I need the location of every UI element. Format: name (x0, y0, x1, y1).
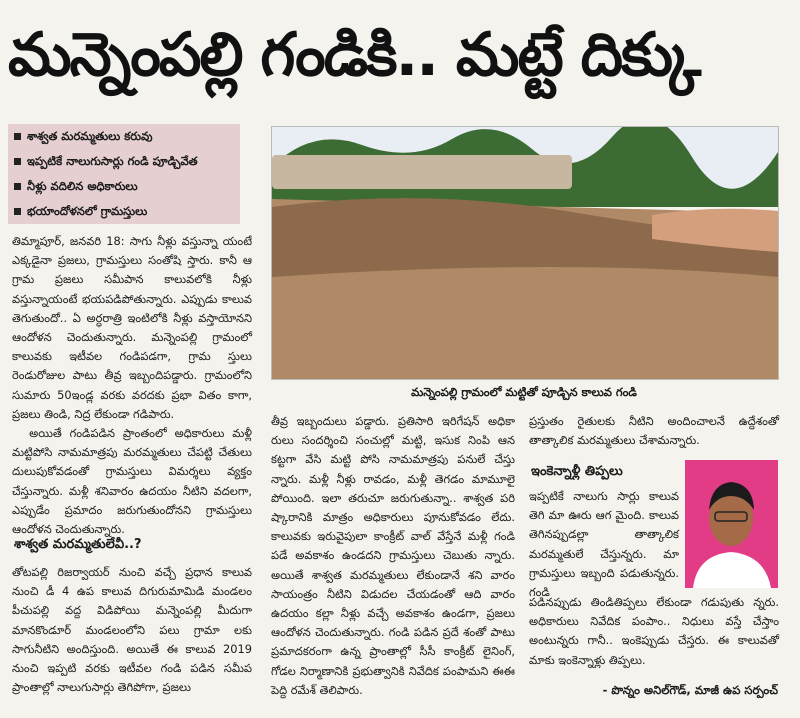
paragraph: పడినప్పుడు తిండితిప్పలు లేకుండా గడుపుతు న్నరు. అధికారులు నివేదిక పంపాం.. నిధులు వస్తే చేస్తాం అంటున్నరు గానీ.. ఇంకెప్పుడు చేస్తరు. ఈ కాలువతో మాకు ఇంకెన్నాళ్లు తిప్పలు. (529, 595, 779, 667)
highlight-item (8, 174, 240, 199)
column-1-body (12, 232, 252, 537)
highlight-text: శాశ్వత మరమ్మతులు కరువు (27, 129, 153, 143)
paragraph: తీవ్ర ఇబ్బందులు పడ్డారు. ప్రతిసారి ఇరిగేషన్ అధికా రులు సందర్శించి సంచుల్లో మట్టి, ఇసుక నింపి ఆన కట్టగా వేసి మట్టి పోసి నామమాత్రపు పనులే చేస్తు న్నారు. మళ్లీ నీళ్లు రావడం, మళ్లీ తెగడం మామూలై పోయింది. ఇలా తరుచూ జరుగుతున్నా.. శాశ్వత పరి ష్కారానికి మాత్రం అధికారులు పూనుకోవడం లేదు. కాలువకు ఇరువైపులా కాంక్రీట్ వాల్ వేస్తేనే మళ్లీ గండి పడే అవకాశం ఉండదని గ్రామస్తులు చెబుతు న్నారు. అయితే శాశ్వత మరమ్మతులు లేకుండానే శని వారం సాయంత్రం నీటిని విడుదల చేయడంతో ఆది వారం ఉదయం కల్లా నీళ్లు వచ్చే అవకాశం ఉండగా, ప్రజలు ఆందోళన చెందుతున్నారు. గండి పడిన ప్రదే శంతో పాటు ప్రమాదకరంగా ఉన్న ప్రాంతాల్లో సీసీ కాంక్రీట్ లైనింగ్, గోడల నిర్మాణానికి ప్రభుత్వానికి నివేదిక పంపామని ఈఈ పెద్ది రమేశ్ తెలిపారు. (271, 414, 515, 697)
bullet-square-icon (14, 183, 21, 190)
bullet-square-icon (14, 133, 21, 140)
paragraph: ఇప్పటికే నాలుగు సార్లు కాలువ తెగి మా ఊరు ఆగ మైంది. కాలువ తెగినప్పుడల్లా తాత్కాలిక మరమ్మతులే చేస్తున్నరు. మా గ్రామస్తులు ఇబ్బంది పడుతున్నరు. గండి (529, 489, 679, 600)
bullet-square-icon (14, 208, 21, 215)
highlights-box (8, 124, 240, 224)
highlight-item (8, 149, 240, 174)
column-3-subheading: ఇంకెన్నాళ్లీ తిప్పలు (531, 464, 623, 479)
bullet-square-icon (14, 158, 21, 165)
paragraph: తోటపల్లి రిజర్వాయర్ నుంచి వచ్చే ప్రధాన కాలువ నుంచి డీ 4 ఉప కాలువ దిగురుమామిడి మండలం పీచుపల్లి వద్ద విడిపోయి మన్నెంపల్లి మీదుగా మానకొండూర్ మండలంలోని పలు గ్రామా లకు సాగునీటిని అందిస్తుంది. అయితే ఈ కాలువ 2019 నుంచి ఇప్పటి వరకు ఇటీవల గండి పడిన సమీప ప్రాంతాల్లో నాలుగుసార్లు తెగిపోగా, ప్రజలు (12, 565, 252, 695)
paragraph: ప్రస్తుతం రైతులకు నీటిని అందించాలనే ఉద్దేశంతో తాత్కాలిక మరమ్మతులు చేశామన్నారు. (529, 414, 779, 448)
byline: - పొన్నం అనిల్‌గౌడ్, మాజీ ఉప సర్పంచ్ (602, 683, 778, 697)
highlight-item (8, 124, 240, 149)
highlight-text: ఇప్పటికే నాలుగుసార్లు గండి పూడ్చివేత (27, 154, 198, 168)
quote-body-narrow (529, 487, 679, 600)
article-photo (271, 126, 779, 380)
photo-caption: మన్నెంపల్లి గ్రామంలో మట్టితో పూడ్చిన కాలువ గండి (411, 385, 637, 399)
canal-breach-photo (272, 127, 778, 379)
highlight-item (8, 199, 240, 224)
highlight-text: నీళ్లు వదిలిన అధికారులు (27, 179, 138, 193)
person-portrait (685, 460, 778, 588)
highlight-text: భయాందోళనలో గ్రామస్తులు (27, 204, 148, 218)
paragraph: తిమ్మాపూర్, జనవరి 18: సాగు నీళ్లు వస్తున్నా యంటే ఎక్కడైనా ప్రజలు, గ్రామస్తులు సంతోషి స్తారు. కానీ ఆ గ్రామ ప్రజలు సమీపాన కాలువలోకి నీళ్లు వస్తున్నాయంటే భయపడిపోతున్నారు. ఎప్పుడు కాలువ తెగుతుందో.. ఏ అర్ధరాత్రి ఇంటిలోకి నీళ్లు వస్తాయోనని ఆందోళన చెందుతున్నారు. మన్నెంపల్లి గ్రామంలో కాలువకు ఇటీవల గండిపడగా, గ్రామ స్తులు రెండురోజుల పాటు తీవ్ర ఇబ్బందిపడ్డారు. గ్రామంలోని సుమారు 50ఇండ్ల వరకు వరదకు ప్రభా వితం కాగా, ప్రజలు తిండి, నిద్ర లేకుండా గడిపారు. (12, 234, 252, 421)
quote-body-wide (529, 593, 779, 681)
column-3-body (529, 412, 779, 452)
portrait-photo (685, 460, 778, 588)
column-1-subheading: శాశ్వత మరమ్మతులేవీ..? (14, 537, 142, 552)
column-1-body-2 (12, 563, 252, 698)
column-2-body (271, 412, 515, 702)
paragraph: అయితే గండిపడిన ప్రాంతంలో అధికారులు మళ్లీ మట్టిపోసి నామమాత్రపు మరమ్మతులు చేపట్టి చేతులు దులుపుకోవడంతో గ్రామస్తులు విమర్శలు వ్యక్తం చేస్తున్నారు. మళ్లీ శనివారం ఉదయం నీటిని వదలగా, ఎప్పుడేం ప్రమాదం జరుగుతుందోనని గ్రామస్తులు ఆందోళన చెందుతున్నారు. (12, 426, 252, 537)
headline: మన్నెంపల్లి గండికి.. మట్టే దిక్కు (8, 20, 700, 90)
photo-canal-pipe (272, 155, 572, 189)
